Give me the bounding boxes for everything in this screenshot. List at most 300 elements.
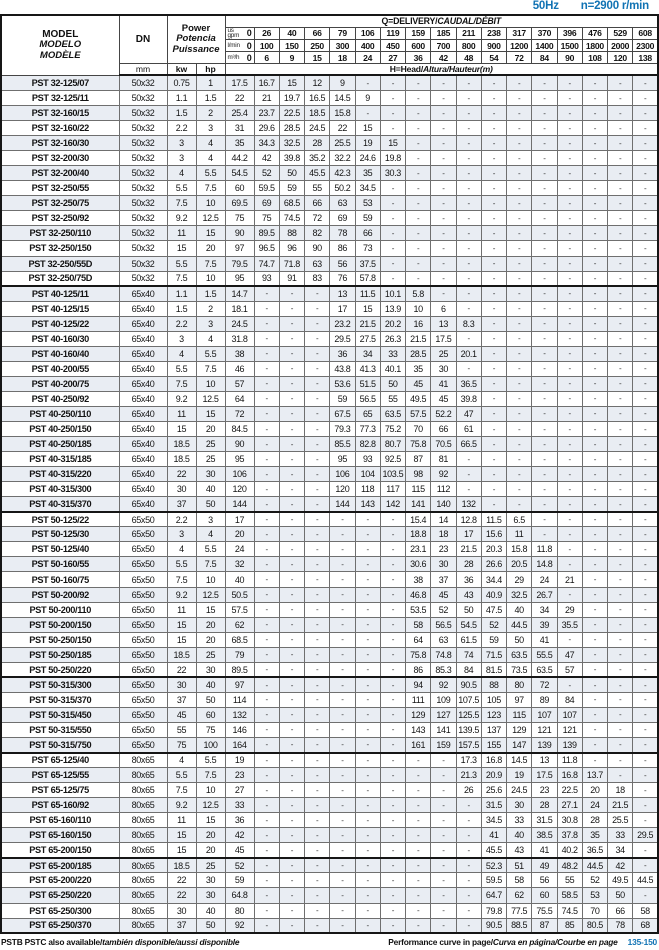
head-value-cell: -: [279, 557, 304, 572]
table-row: [1, 572, 658, 587]
head-value-cell: 75: [254, 211, 279, 226]
head-value-cell: -: [305, 647, 330, 662]
head-value-cell: 20: [225, 527, 254, 542]
model-cell: PST 40-315/370: [1, 497, 119, 512]
head-value-cell: 15: [279, 75, 304, 90]
head-value-cell: -: [507, 482, 532, 497]
head-value-cell: -: [633, 542, 658, 557]
head-value-cell: -: [582, 422, 607, 437]
head-value-cell: -: [406, 271, 431, 286]
head-value-cell: -: [608, 497, 633, 512]
hp-cell: 10: [196, 783, 225, 798]
head-value-cell: -: [532, 75, 557, 90]
hp-cell: 5.5: [196, 346, 225, 361]
head-value-cell: -: [532, 241, 557, 256]
head-value-cell: -: [279, 391, 304, 406]
table-row: [1, 90, 658, 105]
head-value-cell: -: [355, 617, 380, 632]
head-value-cell: 80.5: [582, 918, 607, 933]
head-value-cell: 84: [557, 692, 582, 707]
flow-zero-value: 0: [246, 40, 252, 51]
head-value-cell: 52: [254, 166, 279, 181]
kw-cell: 11: [167, 226, 196, 241]
head-value-cell: -: [279, 542, 304, 557]
head-value-cell: 20.1: [456, 346, 481, 361]
head-value-cell: 11.8: [532, 542, 557, 557]
head-value-cell: -: [481, 211, 506, 226]
head-value-cell: -: [582, 512, 607, 527]
head-value-cell: 90.5: [456, 677, 481, 692]
head-value-cell: -: [279, 361, 304, 376]
head-value-cell: -: [608, 166, 633, 181]
head-value-cell: -: [330, 873, 355, 888]
head-value-cell: 42.3: [330, 166, 355, 181]
flow-unit-cell: [225, 40, 254, 52]
model-cell: PST 65-160/150: [1, 828, 119, 843]
head-value-cell: 18.1: [225, 301, 254, 316]
head-value-cell: -: [406, 903, 431, 918]
head-value-cell: 40: [507, 602, 532, 617]
model-cell: PST 50-200/110: [1, 602, 119, 617]
head-value-cell: -: [279, 813, 304, 828]
head-value-cell: -: [380, 828, 405, 843]
flow-value-cell: 800: [456, 40, 481, 52]
head-value-cell: 157.5: [456, 738, 481, 753]
head-value-cell: -: [633, 783, 658, 798]
hp-cell: 3: [196, 316, 225, 331]
head-value-cell: -: [431, 256, 456, 271]
head-value-cell: -: [582, 211, 607, 226]
model-cell: PST 50-160/55: [1, 557, 119, 572]
kw-cell: 9.2: [167, 798, 196, 813]
head-value-cell: -: [330, 632, 355, 647]
head-value-cell: -: [456, 918, 481, 933]
head-value-cell: 15: [355, 121, 380, 136]
head-value-cell: -: [557, 422, 582, 437]
head-value-cell: 92: [225, 918, 254, 933]
head-value-cell: -: [633, 662, 658, 677]
head-value-cell: 75.8: [406, 437, 431, 452]
head-value-cell: -: [507, 90, 532, 105]
head-value-cell: 78: [330, 226, 355, 241]
head-value-cell: -: [633, 256, 658, 271]
model-cell: PST 32-250/55D: [1, 256, 119, 271]
dn-cell: 65x40: [119, 391, 167, 406]
head-value-cell: -: [582, 346, 607, 361]
head-value-cell: -: [557, 677, 582, 692]
head-value-cell: 58: [406, 617, 431, 632]
head-value-cell: -: [330, 813, 355, 828]
head-value-cell: -: [582, 166, 607, 181]
head-value-cell: 21.5: [456, 542, 481, 557]
head-value-cell: 83: [305, 271, 330, 286]
head-value-cell: 120: [330, 482, 355, 497]
kw-cell: 7.5: [167, 376, 196, 391]
flow-value-cell: 185: [431, 27, 456, 40]
flow-value-cell: 6: [254, 52, 279, 64]
head-value-cell: 45.5: [481, 843, 506, 858]
head-value-cell: -: [481, 75, 506, 90]
head-value-cell: -: [507, 226, 532, 241]
model-cell: PST 32-200/40: [1, 166, 119, 181]
head-value-cell: 24.5: [507, 783, 532, 798]
flow-value-cell: 370: [532, 27, 557, 40]
table-row: [1, 166, 658, 181]
head-value-cell: 9: [330, 75, 355, 90]
head-value-cell: -: [608, 271, 633, 286]
head-value-cell: 95: [330, 452, 355, 467]
table-row: [1, 211, 658, 226]
model-cell: PST 50-200/150: [1, 617, 119, 632]
head-value-cell: 15.4: [406, 512, 431, 527]
head-value-cell: -: [582, 106, 607, 121]
flow-value-cell: 2000: [608, 40, 633, 52]
head-value-cell: -: [557, 527, 582, 542]
head-value-cell: -: [608, 121, 633, 136]
head-value-cell: -: [532, 527, 557, 542]
head-value-cell: 16.5: [305, 90, 330, 105]
head-value-cell: -: [305, 813, 330, 828]
table-row: [1, 422, 658, 437]
head-value-cell: 40.1: [380, 361, 405, 376]
head-value-cell: -: [330, 662, 355, 677]
head-value-cell: -: [431, 918, 456, 933]
head-value-cell: 72: [305, 211, 330, 226]
head-value-cell: -: [355, 106, 380, 121]
head-value-cell: 129: [406, 707, 431, 722]
head-value-cell: -: [481, 361, 506, 376]
hp-cell: 50: [196, 692, 225, 707]
head-value-cell: 29.5: [330, 331, 355, 346]
kw-cell: 4: [167, 542, 196, 557]
table-row: [1, 662, 658, 677]
kw-cell: 0.75: [167, 75, 196, 90]
kw-cell: 30: [167, 482, 196, 497]
head-value-cell: 10: [406, 301, 431, 316]
dn-column-header: DN: [119, 15, 167, 64]
head-value-cell: -: [355, 75, 380, 90]
head-value-cell: -: [507, 452, 532, 467]
head-value-cell: -: [481, 437, 506, 452]
head-value-cell: -: [305, 753, 330, 768]
head-value-cell: 43: [456, 587, 481, 602]
head-value-cell: -: [481, 121, 506, 136]
head-value-cell: -: [254, 888, 279, 903]
head-value-cell: -: [305, 316, 330, 331]
head-value-cell: -: [380, 647, 405, 662]
head-value-cell: -: [254, 858, 279, 873]
model-column-header: [1, 15, 119, 75]
head-value-cell: 140: [431, 497, 456, 512]
model-cell: PST 50-315/300: [1, 677, 119, 692]
table-row: [1, 196, 658, 211]
head-value-cell: -: [456, 452, 481, 467]
head-value-cell: -: [557, 346, 582, 361]
head-value-cell: -: [305, 286, 330, 301]
head-value-cell: -: [305, 346, 330, 361]
kw-cell: 4: [167, 346, 196, 361]
head-value-cell: -: [279, 632, 304, 647]
kw-cell: 7.5: [167, 783, 196, 798]
kw-cell: 1.1: [167, 286, 196, 301]
head-value-cell: -: [633, 572, 658, 587]
dn-cell: 65x50: [119, 707, 167, 722]
head-value-cell: -: [279, 738, 304, 753]
head-value-cell: 95: [225, 271, 254, 286]
head-value-cell: 50.5: [225, 587, 254, 602]
head-value-cell: -: [279, 497, 304, 512]
head-value-cell: -: [431, 181, 456, 196]
head-value-cell: -: [305, 888, 330, 903]
head-value-cell: 13.7: [582, 768, 607, 783]
kw-cell: 2.2: [167, 512, 196, 527]
dn-cell: 80x65: [119, 888, 167, 903]
head-value-cell: -: [608, 241, 633, 256]
head-value-cell: -: [355, 587, 380, 602]
head-value-cell: 66: [355, 226, 380, 241]
hp-cell: 3: [196, 512, 225, 527]
table-row: [1, 497, 658, 512]
head-value-cell: 55: [305, 181, 330, 196]
head-value-cell: -: [481, 226, 506, 241]
table-row: [1, 316, 658, 331]
head-value-cell: -: [507, 286, 532, 301]
head-value-cell: 64.7: [481, 888, 506, 903]
head-value-cell: 123: [481, 707, 506, 722]
dn-cell: 50x32: [119, 90, 167, 105]
head-value-cell: 24.5: [305, 121, 330, 136]
head-value-cell: 69: [330, 211, 355, 226]
head-value-cell: 11.5: [481, 512, 506, 527]
head-value-cell: -: [633, 617, 658, 632]
head-value-cell: -: [532, 121, 557, 136]
head-value-cell: -: [532, 181, 557, 196]
head-value-cell: -: [380, 888, 405, 903]
hp-cell: 1.5: [196, 90, 225, 105]
head-value-cell: -: [507, 211, 532, 226]
head-value-cell: 55.5: [532, 647, 557, 662]
flow-unit-cell: [225, 52, 254, 64]
flow-value-cell: 54: [481, 52, 506, 64]
head-value-cell: -: [557, 632, 582, 647]
head-value-cell: -: [582, 738, 607, 753]
head-value-cell: -: [254, 452, 279, 467]
head-value-cell: 74.7: [254, 256, 279, 271]
head-value-cell: -: [532, 452, 557, 467]
head-value-cell: -: [431, 151, 456, 166]
head-value-cell: -: [305, 632, 330, 647]
head-value-cell: -: [406, 241, 431, 256]
head-value-cell: 31.5: [481, 798, 506, 813]
head-value-cell: -: [633, 151, 658, 166]
dn-cell: 65x50: [119, 572, 167, 587]
flow-value-cell: 400: [355, 40, 380, 52]
model-cell: PST 40-160/40: [1, 346, 119, 361]
head-value-cell: 137: [481, 722, 506, 737]
dn-cell: 50x32: [119, 181, 167, 196]
head-value-cell: -: [380, 662, 405, 677]
head-value-cell: -: [380, 557, 405, 572]
head-value-cell: -: [406, 256, 431, 271]
head-value-cell: 23.7: [254, 106, 279, 121]
head-value-cell: -: [481, 422, 506, 437]
table-row: [1, 798, 658, 813]
head-value-cell: -: [582, 406, 607, 421]
head-value-cell: 49.5: [608, 873, 633, 888]
head-value-cell: 53: [355, 196, 380, 211]
head-value-cell: -: [507, 331, 532, 346]
head-value-cell: 36.5: [456, 376, 481, 391]
head-value-cell: 40: [507, 828, 532, 843]
flow-unit-label: us gpm: [227, 27, 240, 40]
hp-label: hp: [196, 64, 225, 76]
power-column-header: [167, 15, 225, 64]
hp-cell: 30: [196, 873, 225, 888]
head-value-cell: -: [254, 617, 279, 632]
head-value-cell: -: [305, 422, 330, 437]
head-value-cell: 44.5: [633, 873, 658, 888]
head-value-cell: 89.5: [225, 662, 254, 677]
head-value-cell: -: [608, 256, 633, 271]
kw-cell: 3: [167, 527, 196, 542]
head-value-cell: 28.5: [406, 346, 431, 361]
head-value-cell: 22: [225, 90, 254, 105]
model-cell: PST 40-125/22: [1, 316, 119, 331]
head-value-cell: -: [431, 843, 456, 858]
dn-cell: 65x40: [119, 422, 167, 437]
head-value-cell: -: [305, 783, 330, 798]
model-cell: PST 40-315/220: [1, 467, 119, 482]
head-value-cell: 17.3: [456, 753, 481, 768]
head-value-cell: 94: [406, 677, 431, 692]
head-value-cell: -: [481, 136, 506, 151]
head-value-cell: -: [279, 662, 304, 677]
head-value-cell: 63: [431, 632, 456, 647]
head-value-cell: -: [557, 286, 582, 301]
dn-cell: 50x32: [119, 196, 167, 211]
head-value-cell: -: [305, 467, 330, 482]
head-value-cell: -: [254, 286, 279, 301]
head-value-cell: -: [507, 346, 532, 361]
delivery-label-intl: CAUDAL/DÉBIT: [437, 16, 501, 27]
head-value-cell: -: [582, 497, 607, 512]
head-value-cell: 56: [330, 256, 355, 271]
head-value-cell: -: [305, 572, 330, 587]
head-value-cell: -: [254, 783, 279, 798]
head-value-cell: 25.4: [225, 106, 254, 121]
head-value-cell: -: [633, 301, 658, 316]
head-value-cell: 28: [456, 557, 481, 572]
head-value-cell: 45: [225, 843, 254, 858]
head-value-cell: 62: [507, 888, 532, 903]
head-value-cell: -: [557, 557, 582, 572]
head-value-cell: 105: [481, 692, 506, 707]
table-row: [1, 331, 658, 346]
table-row: [1, 286, 658, 301]
head-value-cell: -: [633, 136, 658, 151]
head-value-cell: 62: [225, 617, 254, 632]
head-value-cell: 139.5: [456, 722, 481, 737]
head-value-cell: -: [633, 602, 658, 617]
flow-value-cell: 36: [406, 52, 431, 64]
table-row: [1, 467, 658, 482]
head-value-cell: -: [279, 783, 304, 798]
head-unit-label: (m): [479, 64, 493, 75]
head-value-cell: 13: [330, 286, 355, 301]
hp-cell: 40: [196, 482, 225, 497]
head-value-cell: 56: [532, 873, 557, 888]
head-value-cell: -: [279, 918, 304, 933]
head-value-cell: 76: [330, 271, 355, 286]
head-value-cell: 30.3: [380, 166, 405, 181]
head-value-cell: 57.8: [355, 271, 380, 286]
head-value-cell: 50: [279, 166, 304, 181]
head-value-cell: -: [305, 361, 330, 376]
head-value-cell: -: [380, 527, 405, 542]
head-value-cell: 37.5: [355, 256, 380, 271]
head-value-cell: 46: [225, 361, 254, 376]
flow-value-cell: 42: [431, 52, 456, 64]
head-value-cell: -: [582, 241, 607, 256]
table-row: [1, 753, 658, 768]
head-value-cell: -: [507, 391, 532, 406]
head-value-cell: 92.5: [380, 452, 405, 467]
head-value-cell: -: [254, 572, 279, 587]
dn-cell: 65x40: [119, 286, 167, 301]
head-label-en: H=Head/: [389, 64, 424, 75]
head-value-cell: 96.5: [254, 241, 279, 256]
head-value-cell: 37: [431, 572, 456, 587]
head-value-cell: 19: [355, 136, 380, 151]
model-cell: PST 65-125/75: [1, 783, 119, 798]
table-row: [1, 406, 658, 421]
head-value-cell: -: [305, 437, 330, 452]
head-value-cell: -: [582, 271, 607, 286]
head-value-cell: -: [254, 662, 279, 677]
kw-cell: 22: [167, 662, 196, 677]
head-value-cell: 144: [225, 497, 254, 512]
dn-cell: 50x32: [119, 106, 167, 121]
head-value-cell: -: [254, 316, 279, 331]
table-row: [1, 918, 658, 933]
dn-cell: 65x50: [119, 557, 167, 572]
dn-cell: 65x50: [119, 602, 167, 617]
head-value-cell: -: [279, 587, 304, 602]
dn-cell: 65x40: [119, 316, 167, 331]
head-value-cell: 12: [305, 75, 330, 90]
head-value-cell: -: [633, 692, 658, 707]
kw-cell: 7.5: [167, 271, 196, 286]
availability-note-en: PSTB PSTC also available/: [1, 937, 103, 948]
table-header: [1, 15, 658, 75]
head-value-cell: 31.5: [532, 813, 557, 828]
head-value-cell: -: [456, 482, 481, 497]
dn-cell: 50x32: [119, 241, 167, 256]
head-value-cell: 19: [225, 753, 254, 768]
model-label-fr: MODÈLE: [39, 50, 81, 62]
head-value-cell: -: [582, 527, 607, 542]
head-value-cell: 28.5: [279, 121, 304, 136]
head-value-cell: 77.3: [355, 422, 380, 437]
head-value-cell: 22: [330, 121, 355, 136]
head-value-cell: -: [305, 707, 330, 722]
delivery-label-en: Q=DELIVERY/: [381, 16, 438, 27]
head-value-cell: -: [582, 316, 607, 331]
head-value-cell: 59: [355, 211, 380, 226]
head-value-cell: -: [305, 858, 330, 873]
head-value-cell: -: [582, 196, 607, 211]
head-value-cell: -: [582, 632, 607, 647]
